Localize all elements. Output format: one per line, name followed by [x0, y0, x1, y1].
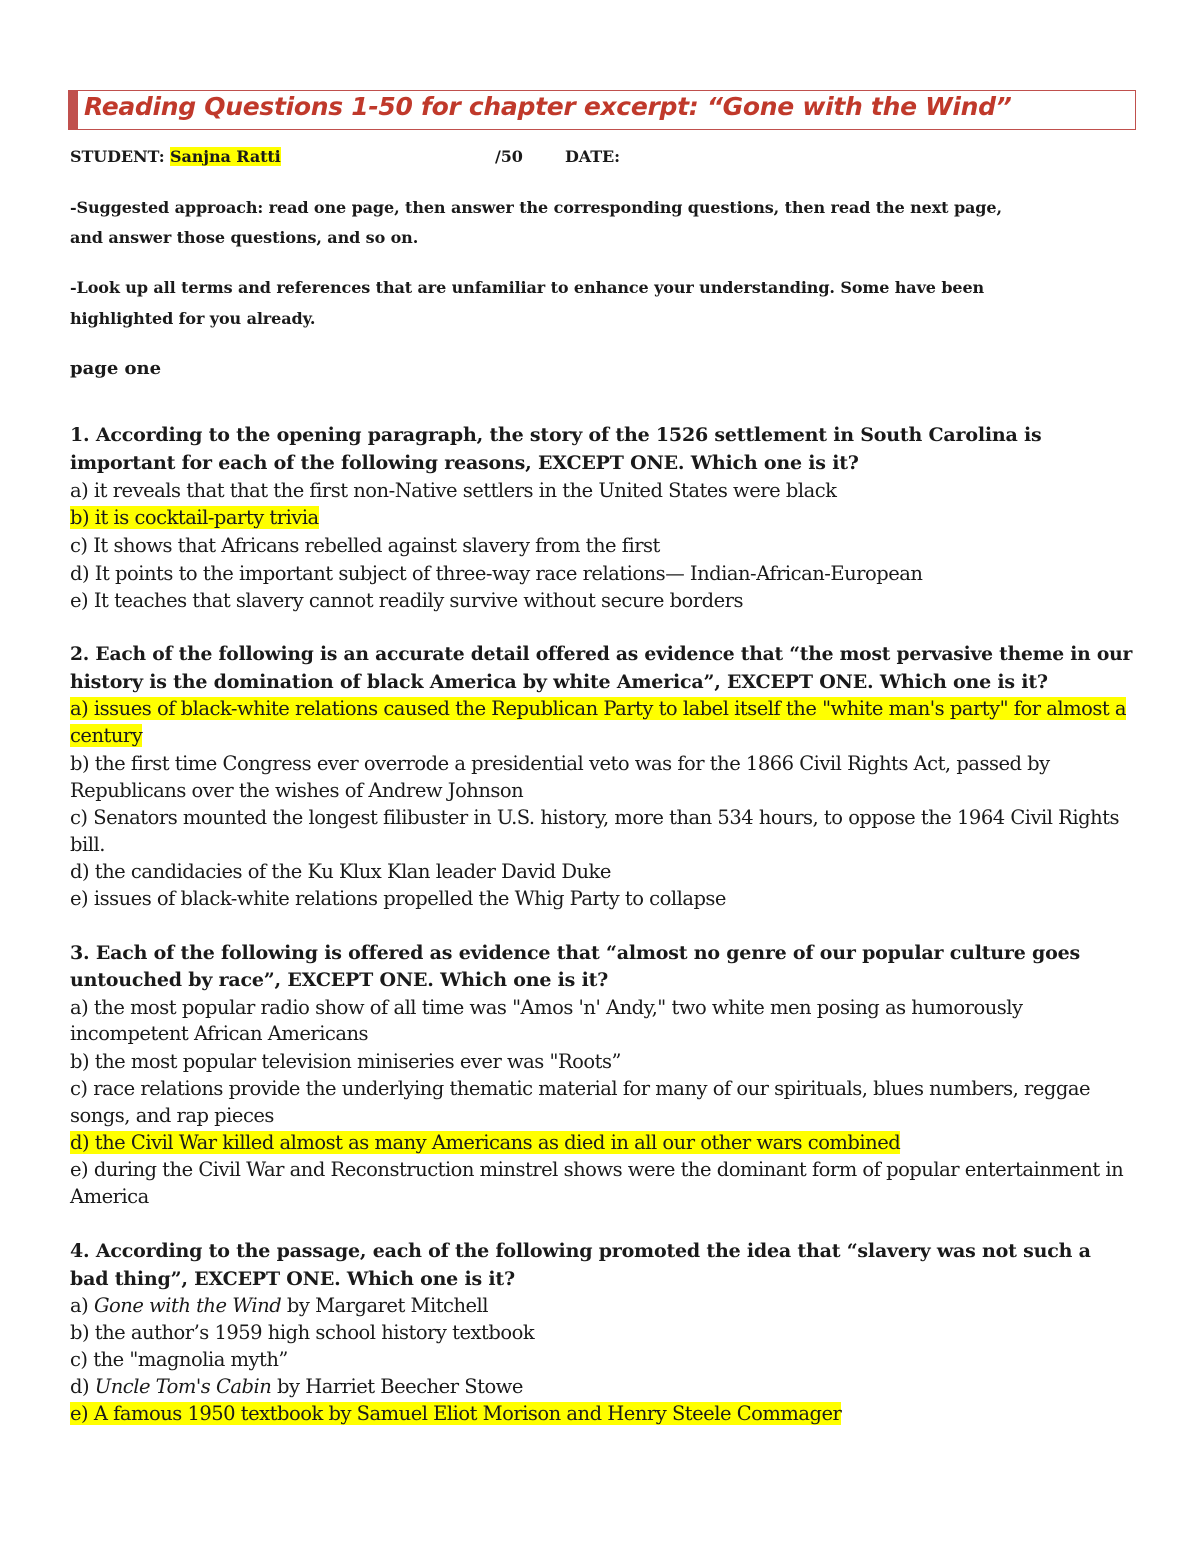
question-4-line-1	[70, 1240, 1091, 1262]
student-label: STUDENT:	[70, 147, 165, 166]
score-field: /50	[495, 147, 523, 166]
question-2-option-a-cont-text: century	[70, 724, 143, 747]
question-1-option-c: c) It shows that Africans rebelled against slavery from the first	[70, 534, 660, 557]
instruction-2b: highlighted for you already.	[70, 309, 316, 328]
question-4-option-a-prefix: a)	[70, 1294, 94, 1317]
question-4-option-d-suffix: by Harriet Beecher Stowe	[271, 1375, 523, 1398]
section-label: page one	[70, 358, 162, 379]
question-4-text-2: bad thing”, EXCEPT ONE. Which one is it?	[70, 1268, 515, 1290]
question-1-option-d: d) It points to the important subject of three-way race relations— Indian-African-European	[70, 562, 923, 585]
question-3-option-a: a) the most popular radio show of all time was "Amos 'n' Andy," two white men posing as humorously	[70, 996, 1023, 1019]
question-4-option-b: b) the author’s 1959 high school history textbook	[70, 1321, 535, 1344]
instruction-2a: -Look up all terms and references that are unfamiliar to enhance your understanding. Some have been	[70, 278, 985, 297]
question-4-option-d-title: Uncle Tom's Cabin	[94, 1375, 272, 1398]
question-4-option-e-text: e) A famous 1950 textbook by Samuel Eliot Morison and Henry Steele Commager	[70, 1402, 842, 1425]
question-4-number: 4.	[70, 1240, 90, 1262]
question-2-text-2: history is the domination of black America by white America”, EXCEPT ONE. Which one is it?	[70, 671, 1048, 693]
question-3-option-d-text: d) the Civil War killed almost as many Americans as died in all our other wars combined	[70, 1131, 901, 1154]
question-2-option-b-cont: Republicans over the wishes of Andrew Johnson	[70, 779, 524, 802]
question-1-option-b-text: b) it is cocktail-party trivia	[70, 506, 319, 529]
question-2-option-a	[70, 697, 1126, 720]
question-2-option-b: b) the first time Congress ever overrode a presidential veto was for the 1866 Civil Rights Act, passed by	[70, 752, 1050, 775]
question-4-option-e	[70, 1402, 841, 1425]
question-4-option-d	[70, 1375, 523, 1398]
question-4-option-a	[70, 1294, 488, 1317]
question-4-text-1: According to the passage, each of the following promoted the idea that “slavery was not such a	[95, 1240, 1091, 1262]
question-2-option-c: c) Senators mounted the longest filibuster in U.S. history, more than 534 hours, to oppose the 1964 Civil Rights	[70, 806, 1119, 829]
question-3-text-2: untouched by race”, EXCEPT ONE. Which one is it?	[70, 969, 609, 991]
question-1-option-a: a) it reveals that that the first non-Native settlers in the United States were black	[70, 479, 837, 502]
question-2-option-a-text: a) issues of black-white relations caused the Republican Party to label itself the "white man's party" for almost a	[70, 697, 1127, 720]
document-title: Reading Questions 1-50 for chapter excerpt: “Gone with the Wind”	[84, 92, 1012, 121]
student-line	[70, 147, 281, 166]
question-1-option-b	[70, 506, 319, 529]
question-3-number: 3.	[70, 942, 90, 964]
instruction-1a: -Suggested approach: read one page, then answer the corresponding questions, then read the next page,	[70, 198, 1002, 217]
question-3-option-e: e) during the Civil War and Reconstruction minstrel shows were the dominant form of popular entertainment in	[70, 1158, 1124, 1181]
question-2-number: 2.	[70, 643, 90, 665]
question-2-option-a-cont	[70, 724, 142, 747]
question-4-option-d-prefix: d)	[70, 1375, 95, 1398]
question-3-option-a-cont: incompetent African Americans	[70, 1022, 369, 1045]
student-name: Sanjna Ratti	[170, 147, 281, 166]
question-3-option-c: c) race relations provide the underlying thematic material for many of our spirituals, blues numbers, reggae	[70, 1077, 1090, 1100]
question-3-option-b: b) the most popular television miniseries ever was "Roots”	[70, 1050, 621, 1073]
question-3-line-1	[70, 942, 1080, 964]
question-2-option-e: e) issues of black-white relations propelled the Whig Party to collapse	[70, 887, 726, 910]
question-4-option-a-title: Gone with the Wind	[93, 1294, 282, 1317]
question-3-text-1: Each of the following is offered as evidence that “almost no genre of our popular culture goes	[95, 942, 1080, 964]
question-3-option-c-cont: songs, and rap pieces	[70, 1104, 274, 1127]
question-1-option-e: e) It teaches that slavery cannot readily survive without secure borders	[70, 589, 743, 612]
question-2-line-1	[70, 643, 1132, 665]
instruction-1b: and answer those questions, and so on.	[70, 228, 419, 247]
question-1-line-1	[70, 424, 1042, 446]
question-3-option-e-cont: America	[70, 1185, 149, 1208]
question-4-option-c: c) the "magnolia myth”	[70, 1348, 288, 1371]
question-3-option-d	[70, 1131, 900, 1154]
question-2-text-1: Each of the following is an accurate detail offered as evidence that “the most pervasive theme in our	[95, 643, 1133, 665]
question-2-option-d: d) the candidacies of the Ku Klux Klan leader David Duke	[70, 860, 611, 883]
question-1-text-1: According to the opening paragraph, the story of the 1526 settlement in South Carolina is	[95, 424, 1042, 446]
question-2-option-c-cont: bill.	[70, 833, 105, 856]
date-label: DATE:	[565, 147, 620, 166]
question-1-number: 1.	[70, 424, 90, 446]
question-4-option-a-suffix: by Margaret Mitchell	[281, 1294, 489, 1317]
question-1-text-2: important for each of the following reasons, EXCEPT ONE. Which one is it?	[70, 452, 859, 474]
